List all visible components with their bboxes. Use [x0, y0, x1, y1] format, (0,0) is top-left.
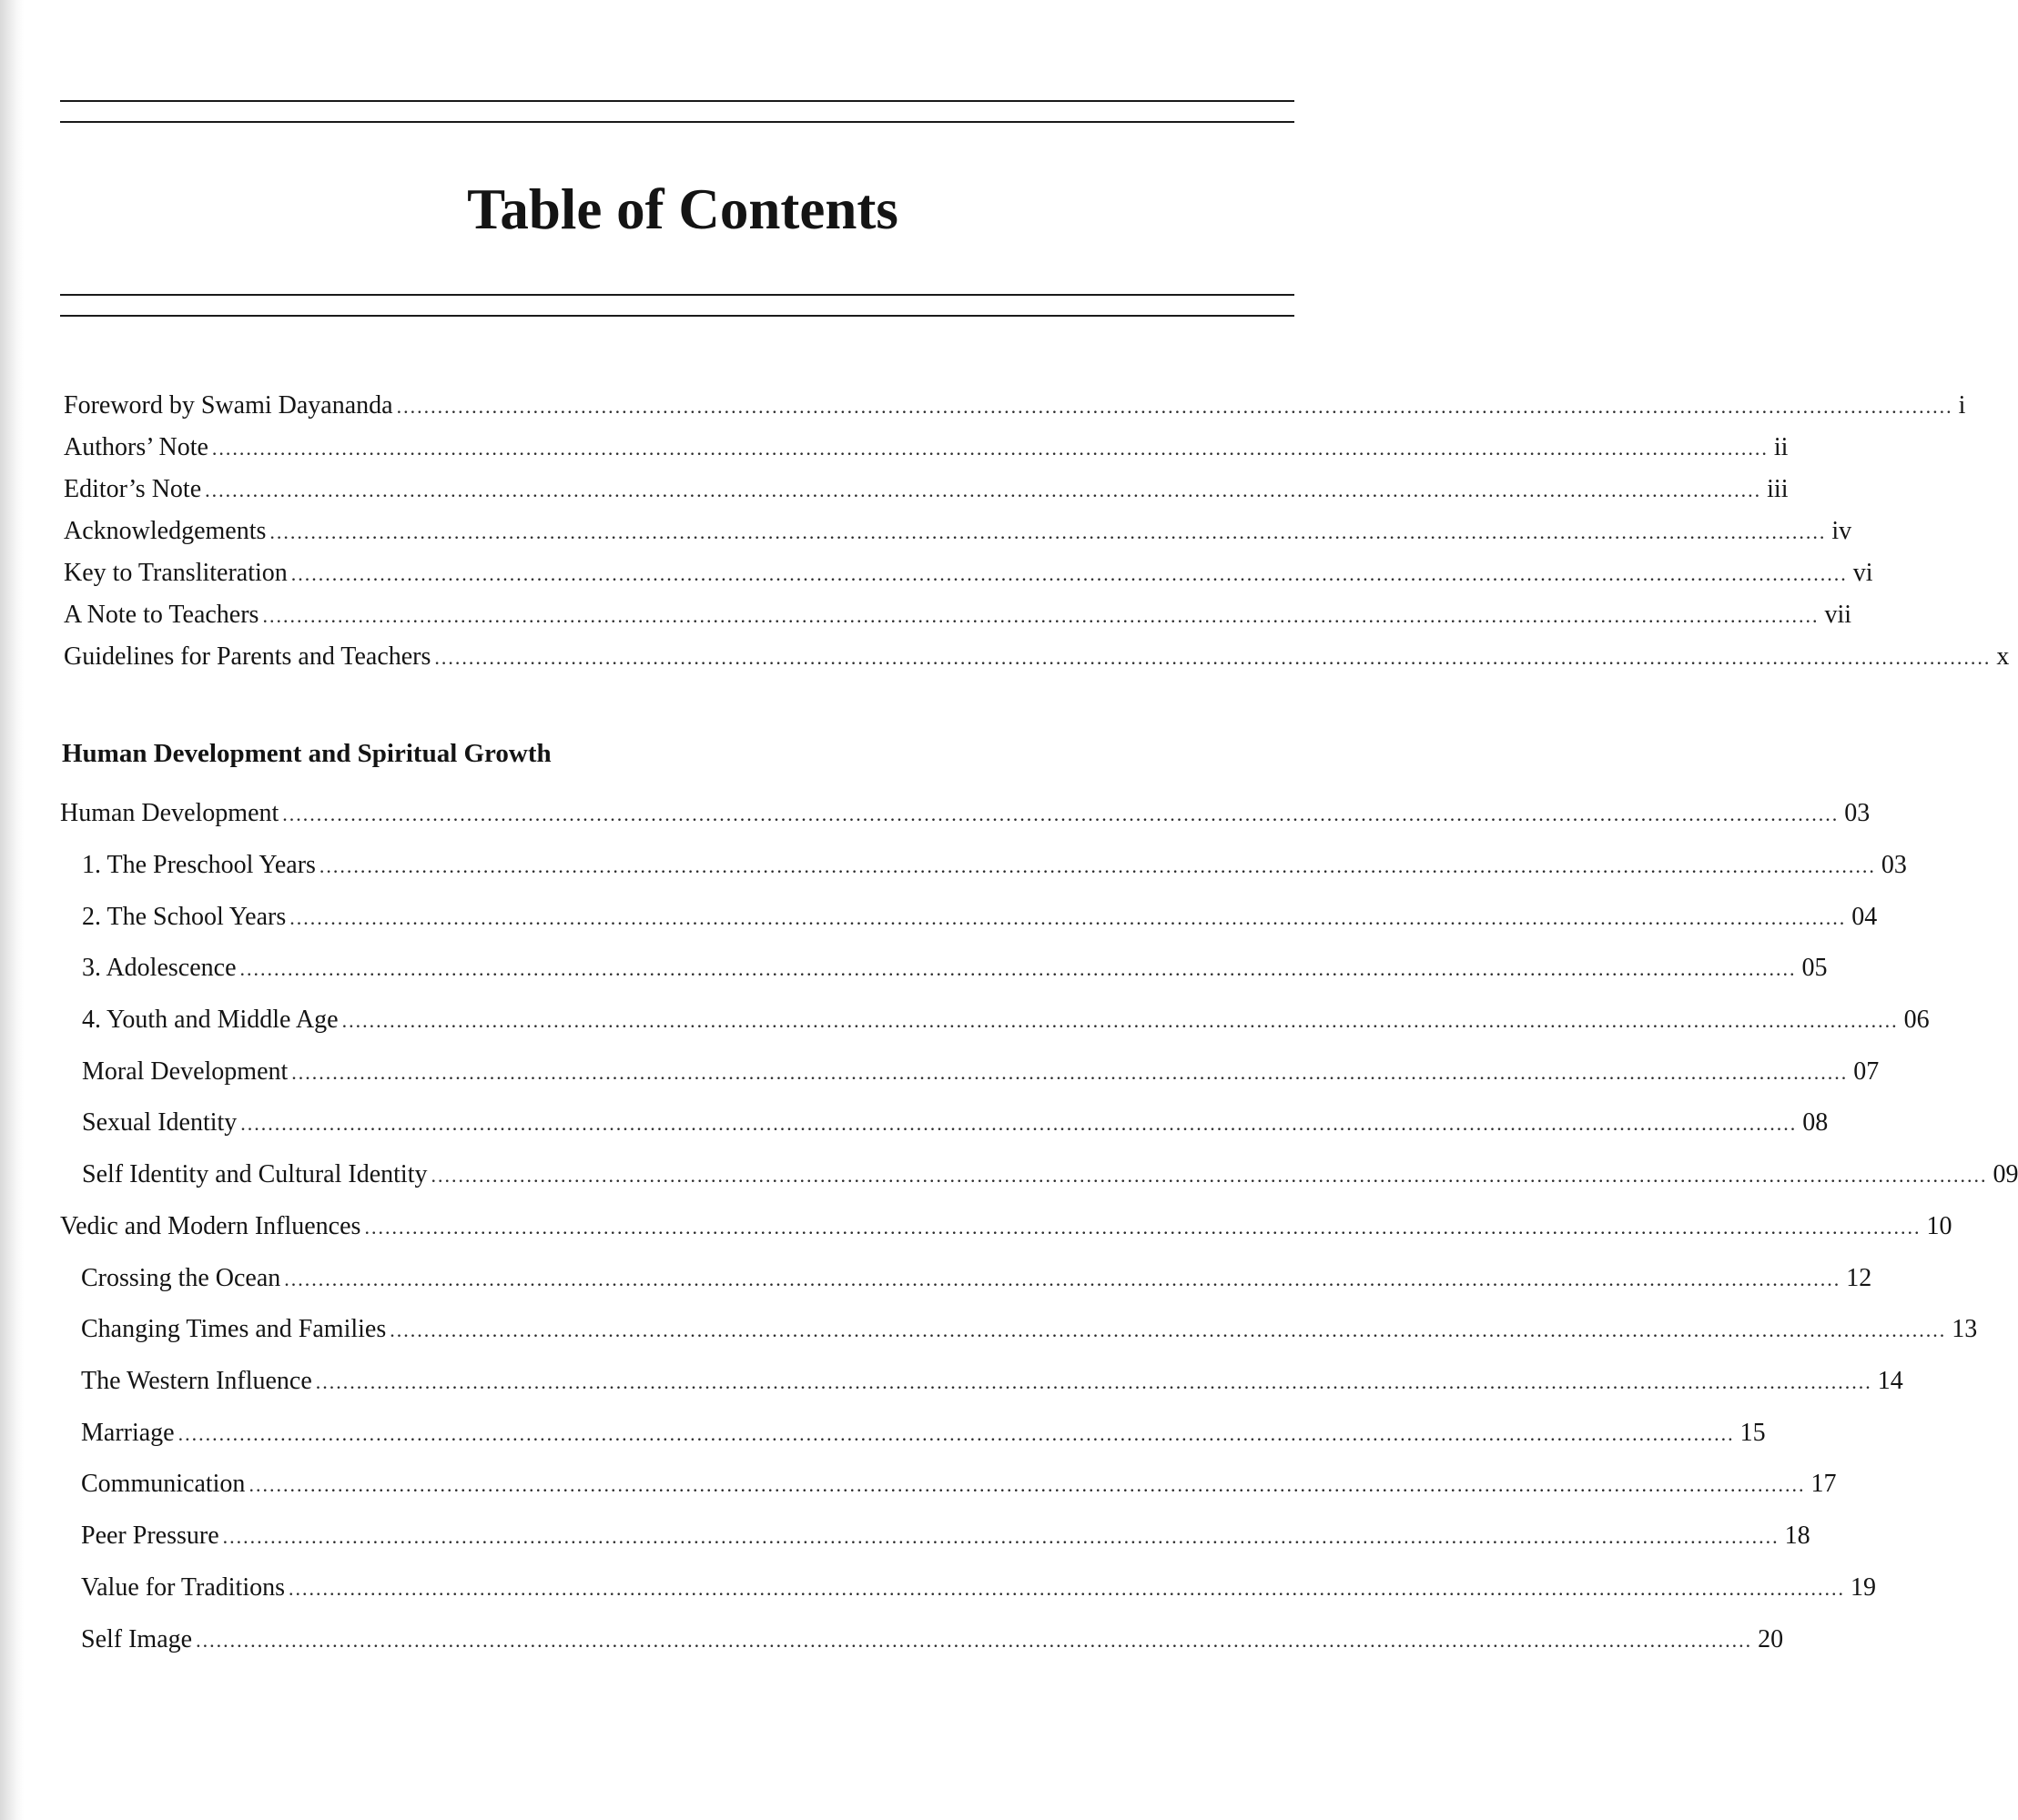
toc-entry-label: Editor’s Note — [64, 475, 202, 503]
toc-entry-label: A Note to Teachers — [64, 601, 259, 629]
page-title: Table of Contents — [467, 177, 898, 241]
toc-entry-page: 13 — [1952, 1315, 1978, 1343]
toc-entry-label: Vedic and Modern Influences — [60, 1212, 361, 1240]
toc-entry-page: 20 — [1758, 1625, 1784, 1653]
toc-entry[interactable] — [81, 1311, 1978, 1348]
toc-entry-label: 2. The School Years — [82, 903, 287, 931]
toc-entry-page: 07 — [1853, 1057, 1880, 1086]
toc-entry[interactable] — [82, 1105, 1829, 1141]
toc-entry-page: 19 — [1851, 1573, 1876, 1602]
toc-entry[interactable] — [81, 1622, 1784, 1658]
toc-entry-page: vi — [1852, 559, 1873, 587]
toc-entry-label: Crossing the Ocean — [81, 1264, 281, 1292]
toc-entry[interactable] — [81, 1260, 1872, 1297]
toc-entry-label: Peer Pressure — [81, 1522, 219, 1550]
toc-entry[interactable] — [82, 1157, 2018, 1193]
dot-leader: .................................................................................................................................................................................................................................... — [341, 1009, 1899, 1032]
dot-leader: .................................................................................................................................................................................................................................... — [431, 1164, 1988, 1187]
toc-entry-label: Key to Transliteration — [64, 559, 288, 587]
toc-entry-page: 14 — [1877, 1367, 1903, 1395]
dot-leader: .................................................................................................................................................................................................................................... — [239, 957, 1797, 980]
toc-entry-page: 15 — [1739, 1419, 1766, 1447]
toc-entry[interactable] — [81, 1415, 1766, 1451]
toc-entry-page: 09 — [1993, 1160, 2018, 1188]
dot-leader: .................................................................................................................................................................................................................................... — [248, 1473, 1806, 1496]
toc-entry-label: Authors’ Note — [64, 433, 208, 461]
dot-leader: .................................................................................................................................................................................................................................... — [211, 437, 1769, 460]
dot-leader: .................................................................................................................................................................................................................................... — [269, 521, 1827, 543]
dot-leader: .................................................................................................................................................................................................................................... — [319, 854, 1876, 877]
toc-entry-page: 06 — [1903, 1006, 1930, 1034]
toc-entry-label: Changing Times and Families — [81, 1315, 387, 1343]
dot-leader: .................................................................................................................................................................................................................................... — [390, 1319, 1947, 1341]
toc-entry-page: 10 — [1926, 1212, 1952, 1240]
toc-entry-label: Sexual Identity — [82, 1108, 238, 1137]
toc-entry-page: i — [1958, 391, 1966, 420]
toc-entry-label: 4. Youth and Middle Age — [82, 1006, 339, 1034]
toc-entry[interactable] — [81, 1466, 1837, 1502]
toc-entry[interactable] — [81, 1363, 1903, 1400]
dot-leader: .................................................................................................................................................................................................................................... — [222, 1525, 1780, 1548]
dot-leader: .................................................................................................................................................................................................................................... — [396, 395, 1953, 418]
toc-entry-page: x — [1996, 642, 2010, 671]
toc-entry-label: Human Development — [60, 799, 279, 827]
toc-entry-page: 18 — [1784, 1522, 1810, 1550]
dot-leader: .................................................................................................................................................................................................................................... — [289, 1577, 1845, 1600]
toc-entry-page: 03 — [1881, 851, 1907, 879]
toc-entry-label: The Western Influence — [81, 1367, 312, 1395]
toc-entry-label: Guidelines for Parents and Teachers — [64, 642, 431, 671]
toc-entry-page: vii — [1824, 601, 1852, 629]
toc-entry[interactable] — [82, 1002, 1930, 1038]
toc-entry[interactable] — [60, 1208, 1952, 1245]
dot-leader: .................................................................................................................................................................................................................................... — [177, 1422, 1735, 1445]
toc-entry-label: Foreword by Swami Dayananda — [64, 391, 393, 420]
toc-entry-label: Marriage — [81, 1419, 175, 1447]
dot-leader: .................................................................................................................................................................................................................................... — [196, 1629, 1753, 1652]
dot-leader: .................................................................................................................................................................................................................................... — [262, 604, 1820, 627]
toc-entry-page: iii — [1767, 475, 1789, 503]
toc-entry-page: 05 — [1801, 954, 1828, 982]
dot-leader: .................................................................................................................................................................................................................................... — [240, 1112, 1798, 1135]
dot-leader: .................................................................................................................................................................................................................................... — [282, 803, 1840, 825]
toc-entry-page: 12 — [1846, 1264, 1872, 1292]
toc-entry-label: Moral Development — [82, 1057, 289, 1086]
toc-entry-label: Value for Traditions — [81, 1573, 285, 1602]
toc-entry-label: Acknowledgements — [64, 517, 267, 545]
toc-entry-page: iv — [1831, 517, 1852, 545]
toc-entry-page: 04 — [1851, 903, 1878, 931]
toc-entry-label: Self Identity and Cultural Identity — [82, 1160, 428, 1188]
dot-leader: .................................................................................................................................................................................................................................... — [284, 1268, 1841, 1290]
toc-entry-label: Self Image — [81, 1625, 193, 1653]
toc-entry-label: 3. Adolescence — [82, 954, 237, 982]
toc-entry[interactable] — [81, 1570, 1876, 1606]
toc-entry[interactable] — [82, 899, 1878, 935]
toc-entry-label: 1. The Preschool Years — [82, 851, 316, 879]
toc-entry[interactable] — [82, 1054, 1880, 1090]
section-heading: Human Development and Spiritual Growth — [62, 739, 552, 768]
dot-leader: .................................................................................................................................................................................................................................... — [290, 562, 1848, 585]
dot-leader: .................................................................................................................................................................................................................................... — [205, 479, 1762, 501]
dot-leader: .................................................................................................................................................................................................................................... — [364, 1216, 1922, 1239]
toc-entry-page: 17 — [1810, 1470, 1837, 1498]
dot-leader: .................................................................................................................................................................................................................................... — [315, 1370, 1872, 1393]
toc-entry-page: 03 — [1844, 799, 1871, 827]
toc-entry[interactable] — [82, 950, 1828, 986]
toc-entry[interactable] — [82, 847, 1907, 884]
dot-leader: .................................................................................................................................................................................................................................... — [289, 906, 1847, 929]
toc-entry[interactable] — [81, 1518, 1810, 1554]
dot-leader: .................................................................................................................................................................................................................................... — [434, 646, 1992, 669]
dot-leader: .................................................................................................................................................................................................................................... — [291, 1061, 1849, 1084]
toc-entry-page: ii — [1773, 433, 1789, 461]
toc-entry-label: Communication — [81, 1470, 246, 1498]
toc-entry-page: 08 — [1802, 1108, 1829, 1137]
toc-entry[interactable] — [60, 795, 1871, 832]
